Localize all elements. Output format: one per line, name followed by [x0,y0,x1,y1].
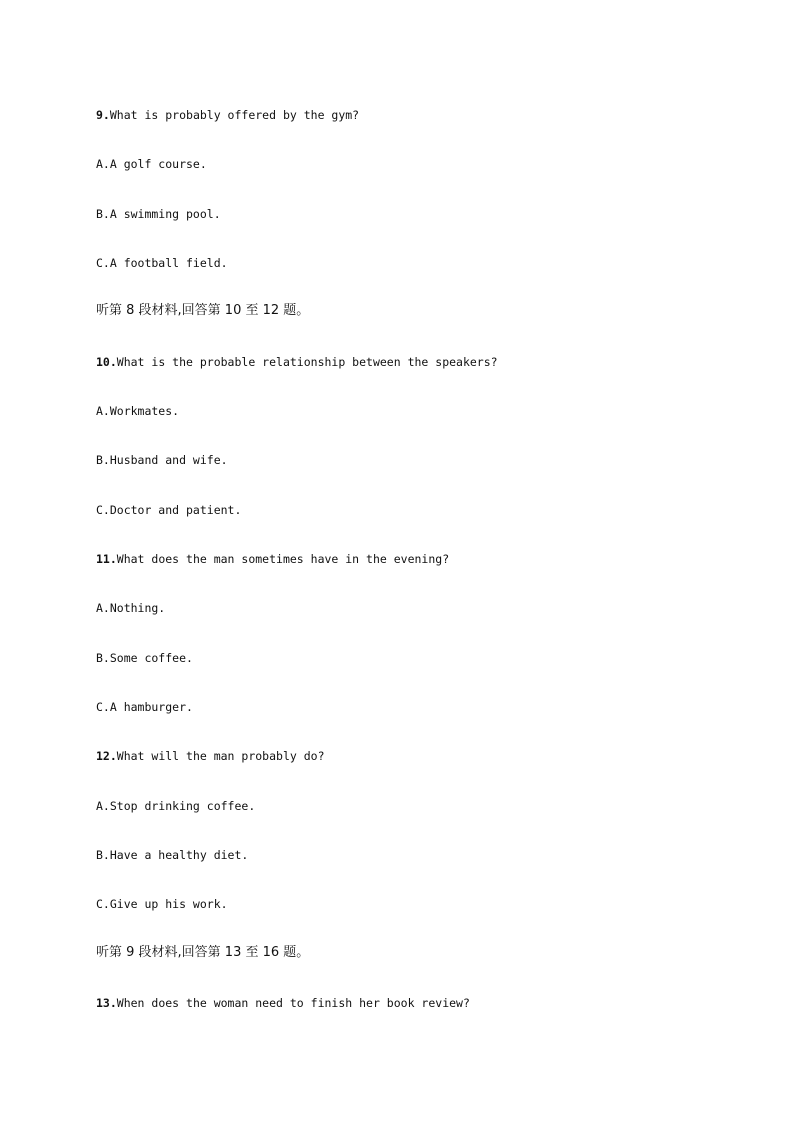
option-10a: A.Workmates. [96,404,180,418]
question-text: What is probably offered by the gym? [109,108,360,122]
option-12a: A.Stop drinking coffee. [96,799,256,813]
question-number: 12. [96,749,117,763]
option-11b: B.Some coffee. [96,651,193,665]
question-10 [96,354,498,370]
option-11a: A.Nothing. [96,601,166,615]
question-13 [96,995,470,1011]
question-11 [96,551,449,567]
option-9b: B.A swimming pool. [96,207,221,221]
option-10c: C.Doctor and patient. [96,503,242,517]
option-11c: C.A hamburger. [96,700,193,714]
option-9c: C.A football field. [96,256,228,270]
section-heading-9: 听第 9 段材料,回答第 13 至 16 题。 [96,945,310,960]
question-12 [96,748,325,764]
question-text: What does the man sometimes have in the evening? [116,552,450,566]
section-heading-8: 听第 8 段材料,回答第 10 至 12 题。 [96,303,310,318]
option-12c: C.Give up his work. [96,897,228,911]
question-number: 9. [96,108,110,122]
question-text: When does the woman need to finish her book review? [116,996,470,1010]
question-number: 11. [96,552,117,566]
option-9a: A.A golf course. [96,157,207,171]
question-text: What is the probable relationship between the speakers? [116,355,498,369]
question-number: 10. [96,355,117,369]
question-9 [96,107,359,123]
question-text: What will the man probably do? [116,749,325,763]
option-10b: B.Husband and wife. [96,453,228,467]
question-number: 13. [96,996,117,1010]
option-12b: B.Have a healthy diet. [96,848,249,862]
